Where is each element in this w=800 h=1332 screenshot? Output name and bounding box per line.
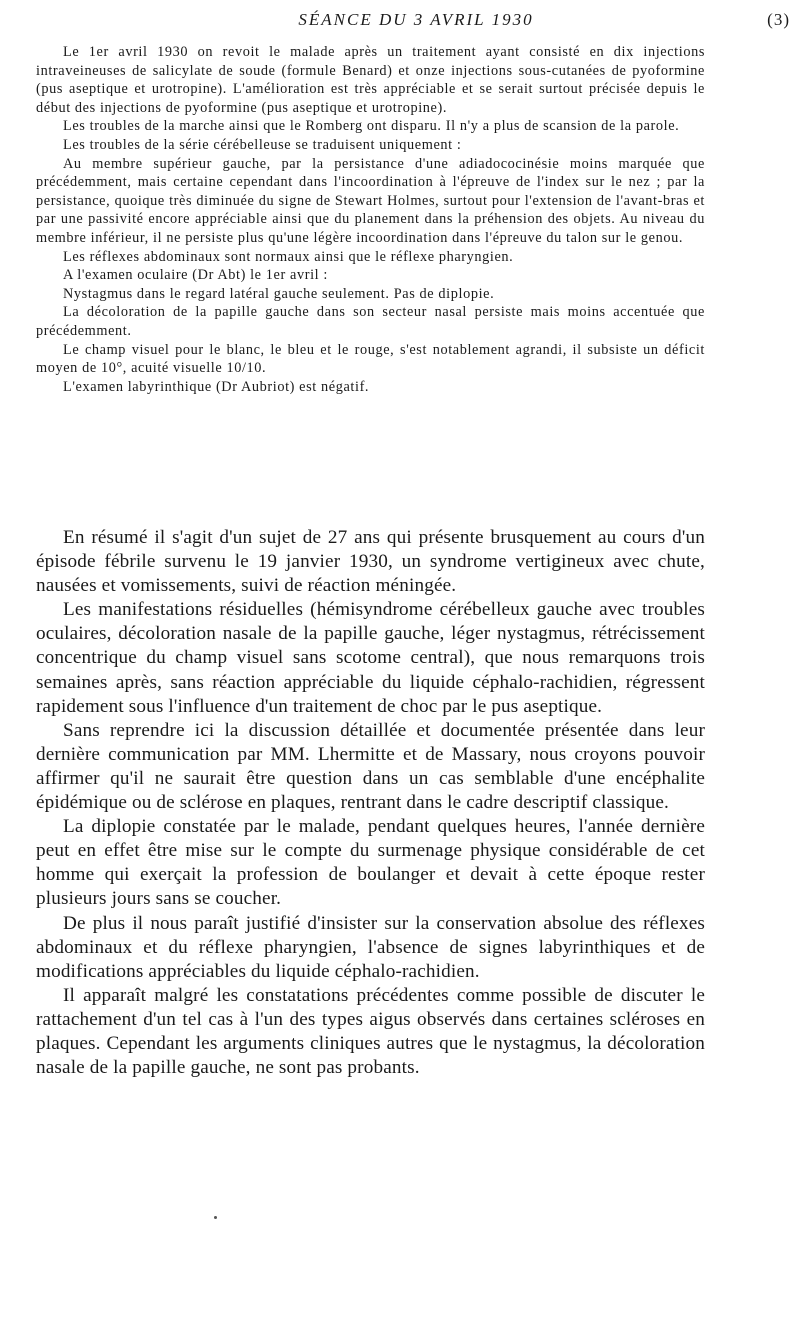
paragraph-nystagmus: Nystagmus dans le regard latéral gauche seulement. Pas de diplopie. — [63, 285, 495, 302]
paragraph-discussion: Sans reprendre ici la discussion détaillée et documentée présentée dans leur dernière communication par MM. Lhermitte et de Massary, nous croyons pouvoir affirmer qu'il ne saurait être question dans un cas semblable d'une encéphalite épidémique ou de sclérose en plaques, rentrant dans le cadre descriptif classique. — [36, 719, 705, 814]
discussion-body — [36, 526, 705, 1080]
paragraph-upper-limb: Au membre supérieur gauche, par la persistance d'une adiadococinésie moins marquée que précédemment, mais certaine cependant dans l'incoordination à l'épreuve de l'index sur le nez ; par la persistance, quoique très diminuée du signe de Stewart Holmes, surtout pour l'extension de l'avant-bras et par une passivité encore appréciable ainsi que du planement dans la préhension des objets. Au niveau du membre inférieur, il ne persiste plus qu'une légère incoordination dans l'épreuve du talon sur le genou. — [36, 155, 705, 246]
print-speck — [214, 1216, 217, 1219]
paragraph-visual-field: Le champ visuel pour le blanc, le bleu et le rouge, s'est notablement agrandi, il subsiste un déficit moyen de 10°, acuité visuelle 10/10. — [36, 341, 705, 377]
page-number: (3) — [767, 10, 790, 29]
paragraph-reflexes: Les réflexes abdominaux sont normaux ainsi que le réflexe pharyngien. — [63, 248, 514, 265]
paragraph-residual: Les manifestations résiduelles (hémisyndrome cérébelleux gauche avec troubles oculaires, décoloration nasale de la papille gauche, léger nystagmus, rétrécissement concentrique du champ visuel sans scotome central), que nous remarquons trois semaines après, sans réaction appréciable du liquide céphalo-rachidien, régressent rapidement sous l'influence d'un traitement de choc par le pus aseptique. — [36, 599, 705, 717]
running-header — [36, 10, 796, 34]
clinical-notes-small-print — [36, 43, 705, 396]
paragraph-ocular-exam: A l'examen oculaire (Dr Abt) le 1er avril : — [63, 267, 328, 284]
paragraph-papilla: La décoloration de la papille gauche dans son secteur nasal persiste mais moins accentuée que précédemment. — [36, 304, 705, 339]
paragraph-reflex-conservation: De plus il nous paraît justifié d'insister sur la conservation absolue des réflexes abdominaux et du réflexe pharyngien, l'absence de signes labyrinthiques et de modifications appréciables du liquide céphalo-rachidien. — [36, 912, 705, 982]
running-title: SÉANCE DU 3 AVRIL 1930 — [298, 10, 534, 29]
paragraph-followup: Le 1er avril 1930 on revoit le malade après un traitement ayant consisté en dix injections intraveineuses de salicylate de soude (formule Benard) et onze injections sous-cutanées de pyoformine (pus aseptique et urotropine). L'amélioration est très appréciable et se serait surtout précisée depuis le début des injections de pyoformine (pus aseptique et urotropine). — [36, 44, 705, 116]
paragraph-summary: En résumé il s'agit d'un sujet de 27 ans qui présente brusquement au cours d'un épisode fébrile survenu le 19 janvier 1930, un syndrome vertigineux avec chute, nausées et vomissements, suivi de réaction méningée. — [36, 527, 705, 597]
paragraph-conclusion: Il apparaît malgré les constatations précédentes comme possible de discuter le rattachement d'un tel cas à l'un des types aigus observés dans certaines scléroses en plaques. Cependant les arguments cliniques autres que le nystagmus, la décoloration nasale de la papille gauche, ne sont pas probants. — [36, 984, 705, 1079]
paragraph-cerebellar-intro: Les troubles de la série cérébelleuse se traduisent uniquement : — [63, 136, 462, 153]
paragraph-diplopia: La diplopie constatée par le malade, pendant quelques heures, l'année dernière peut en effet être mise sur le compte du surmenage physique considérable de cet homme qui exerçait la profession de boulanger et devait à cette époque rester plusieurs jours sans se coucher. — [36, 816, 705, 910]
paragraph-gait: Les troubles de la marche ainsi que le Romberg ont disparu. Il n'y a plus de scansion de la parole. — [63, 118, 680, 135]
paragraph-labyrinth: L'examen labyrinthique (Dr Aubriot) est négatif. — [63, 378, 370, 395]
